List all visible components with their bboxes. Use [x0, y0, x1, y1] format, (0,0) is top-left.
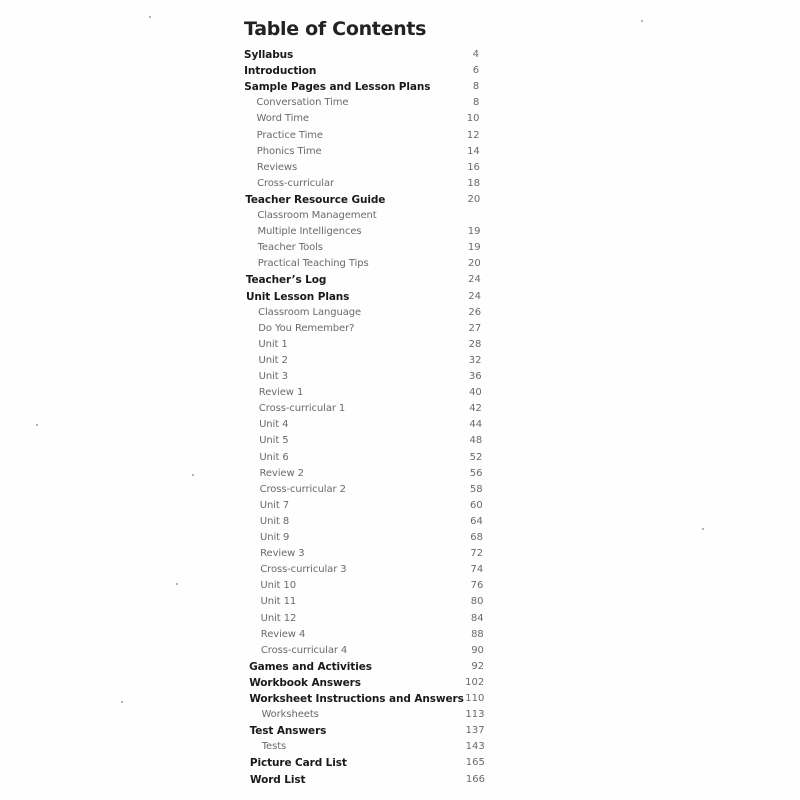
toc-entry-label: Review 1: [258, 387, 304, 399]
toc-entry-label: Teacher Resource Guide: [245, 193, 386, 206]
toc-entry-page-number: 92: [471, 660, 485, 672]
toc-entry-label: Unit 5: [259, 435, 289, 447]
scan-speck: [176, 583, 178, 585]
toc-entry-page-number: 80: [470, 596, 484, 608]
toc-entry-label: Unit Lesson Plans: [246, 290, 350, 303]
scan-speck: [641, 20, 643, 22]
toc-entry: [245, 192, 480, 208]
toc-entry-page-number: 72: [470, 548, 484, 560]
toc-entry-label: Conversation Time: [256, 97, 349, 109]
toc-entry-page-number: 42: [469, 403, 482, 415]
toc-entry-label: Introduction: [244, 65, 317, 78]
toc-entry-label: Classroom Language: [258, 306, 362, 318]
scan-speck: [36, 424, 38, 426]
toc-entry: [260, 514, 483, 530]
toc-entry-label: Unit 8: [259, 515, 290, 527]
toc-entry-label: Practice Time: [256, 129, 323, 141]
scan-speck: [149, 16, 151, 18]
toc-entry: [259, 450, 482, 466]
toc-entry: [258, 240, 481, 256]
toc-entry: [260, 562, 483, 578]
toc-entry: [249, 691, 484, 707]
toc-entry-label: Unit 3: [258, 371, 288, 382]
toc-entry: [259, 369, 482, 385]
toc-entry-label: Phonics Time: [256, 145, 322, 157]
toc-entry: [250, 723, 485, 739]
page-title: Table of Contents: [244, 18, 427, 40]
toc-entry: [258, 321, 481, 337]
toc-entry-label: Review 2: [259, 467, 304, 479]
toc-entry: [257, 111, 480, 127]
toc-entry-label: Cross-curricular 4: [260, 644, 348, 656]
toc-entry-label: Syllabus: [244, 49, 294, 61]
toc-entry: [246, 289, 481, 305]
toc-entry-page-number: 60: [469, 499, 483, 511]
toc-entry-page-number: 36: [468, 371, 482, 382]
toc-entry-page-number: 166: [465, 773, 485, 785]
toc-entry-page-number: 56: [469, 467, 483, 479]
toc-entry-label: Teacher Tools: [257, 242, 323, 254]
toc-entry: [257, 128, 480, 144]
toc-entry-label: Sample Pages and Lesson Plans: [244, 81, 431, 94]
toc-entry-page-number: 68: [470, 532, 483, 543]
toc-entry: [257, 144, 480, 160]
toc-entry-label: Review 4: [260, 628, 306, 640]
toc-entry-label: Cross-curricular 3: [260, 564, 347, 576]
toc-entry-label: Unit 4: [259, 419, 289, 431]
toc-entry: [262, 739, 485, 755]
toc-entry-page-number: 113: [465, 709, 485, 721]
toc-entry: [249, 675, 484, 691]
toc-entry: [259, 385, 482, 401]
toc-entry: [257, 208, 480, 224]
toc-entry-label: Review 3: [260, 548, 305, 560]
toc-entry: [261, 643, 484, 659]
toc-entry-label: Picture Card List: [249, 757, 347, 770]
scan-speck: [121, 701, 123, 703]
toc-entry-label: Reviews: [256, 161, 298, 173]
toc-entry-page-number: 16: [467, 161, 480, 173]
toc-entry-page-number: 165: [465, 757, 485, 769]
toc-entry-page-number: 40: [469, 387, 482, 399]
toc-entry: [259, 401, 482, 417]
toc-entry-page-number: 48: [469, 435, 483, 447]
toc-entry-page-number: 6: [472, 65, 480, 77]
toc-entry: [249, 659, 484, 675]
toc-entry-label: Unit 9: [260, 532, 290, 543]
toc-entry: [259, 466, 482, 482]
toc-entry: [260, 482, 483, 498]
toc-entry-page-number: 143: [465, 741, 485, 753]
toc-entry-label: Tests: [261, 741, 287, 753]
toc-entry-label: Unit 11: [260, 596, 297, 608]
toc-entry-page-number: 137: [465, 725, 485, 737]
toc-entry-page-number: 58: [469, 483, 483, 495]
scan-speck: [192, 474, 194, 476]
toc-entry: [257, 224, 480, 240]
toc-entry-label: Worksheets: [261, 709, 319, 721]
toc-entry: [259, 433, 482, 449]
toc-entry: [257, 160, 480, 176]
toc-entry-label: Unit 2: [258, 354, 288, 366]
toc-entry-label: Unit 7: [259, 499, 290, 511]
toc-entry-page-number: 102: [465, 676, 485, 688]
toc-entry-page-number: 12: [466, 129, 480, 141]
toc-entry-label: Cross-curricular 1: [258, 403, 346, 415]
toc-entry-page-number: 24: [468, 274, 481, 286]
toc-entry: [260, 498, 483, 514]
toc-entry-label: Workbook Answers: [249, 676, 361, 689]
toc-entry-label: Do You Remember?: [258, 322, 355, 334]
toc-entry-page-number: 90: [471, 644, 484, 656]
toc-entry-page-number: 76: [470, 580, 484, 592]
toc-entry-page-number: 44: [469, 419, 483, 431]
toc-entry-page-number: 64: [470, 515, 483, 527]
toc-entry-label: Unit 12: [260, 612, 297, 624]
toc-entry: [260, 530, 483, 546]
toc-entry: [244, 63, 479, 79]
toc-entry: [246, 272, 481, 288]
toc-entry: [258, 337, 481, 353]
toc-entry: [261, 594, 484, 610]
toc-entry: [257, 176, 480, 192]
toc-entry-page-number: 24: [468, 290, 481, 302]
toc-entry-label: Worksheet Instructions and Answers: [249, 693, 464, 705]
toc-entry-label: Teacher’s Log: [245, 274, 327, 287]
toc-entry-label: Unit 10: [260, 580, 296, 592]
toc-entry-label: Test Answers: [249, 725, 327, 738]
toc-entry-label: Word Time: [256, 113, 309, 125]
toc-entry: [258, 256, 481, 272]
toc-entry-page-number: 32: [468, 354, 482, 366]
toc-entry-page-number: 10: [466, 113, 480, 125]
toc-entry-page-number: 52: [469, 451, 483, 463]
toc-entry-label: Unit 1: [258, 338, 288, 350]
toc-entry-page-number: 19: [467, 242, 481, 254]
toc-entry-page-number: 20: [467, 193, 481, 205]
scan-speck: [702, 528, 704, 530]
toc-entry-label: Cross-curricular 2: [259, 483, 346, 495]
toc-entry-page-number: 74: [470, 564, 484, 576]
toc-entry: [261, 707, 484, 723]
toc-entry-label: Games and Activities: [249, 660, 372, 673]
toc-entry: [261, 611, 484, 627]
toc-entry-page-number: 4: [472, 49, 479, 60]
toc-entry-label: Cross-curricular: [257, 177, 334, 189]
toc-entry-page-number: 18: [467, 177, 481, 189]
toc-entry: [244, 47, 479, 63]
toc-entry: [261, 627, 484, 643]
toc-entry: [244, 79, 479, 95]
toc-entry: [250, 772, 485, 788]
toc-entry-page-number: 26: [468, 306, 482, 318]
toc-entry-page-number: 8: [473, 97, 480, 109]
toc-entry-page-number: 8: [472, 81, 480, 93]
toc-entry-page-number: 88: [471, 628, 484, 640]
toc-entry-label: Word List: [250, 773, 306, 786]
toc-entry-label: Classroom Management: [257, 210, 377, 221]
toc-entry-page-number: 27: [468, 322, 482, 334]
toc-entry: [260, 546, 483, 562]
toc-entry: [258, 305, 481, 321]
toc-entry: [250, 755, 485, 771]
toc-entry-label: Unit 6: [259, 451, 289, 463]
toc-entry: [259, 417, 482, 433]
toc-entry-page-number: 110: [465, 693, 485, 704]
toc-entry-label: Practical Teaching Tips: [257, 258, 369, 270]
toc-entry-label: Multiple Intelligences: [257, 226, 362, 238]
toc-entry: [259, 353, 482, 369]
toc-entry: [256, 95, 479, 111]
toc-entry-page-number: 84: [470, 612, 484, 624]
toc-entry-page-number: 14: [467, 145, 480, 157]
toc-entry-page-number: 28: [468, 338, 482, 350]
toc-entry-page-number: 19: [467, 226, 481, 238]
toc-entry-page-number: 20: [467, 258, 481, 270]
toc-entry: [260, 578, 483, 594]
